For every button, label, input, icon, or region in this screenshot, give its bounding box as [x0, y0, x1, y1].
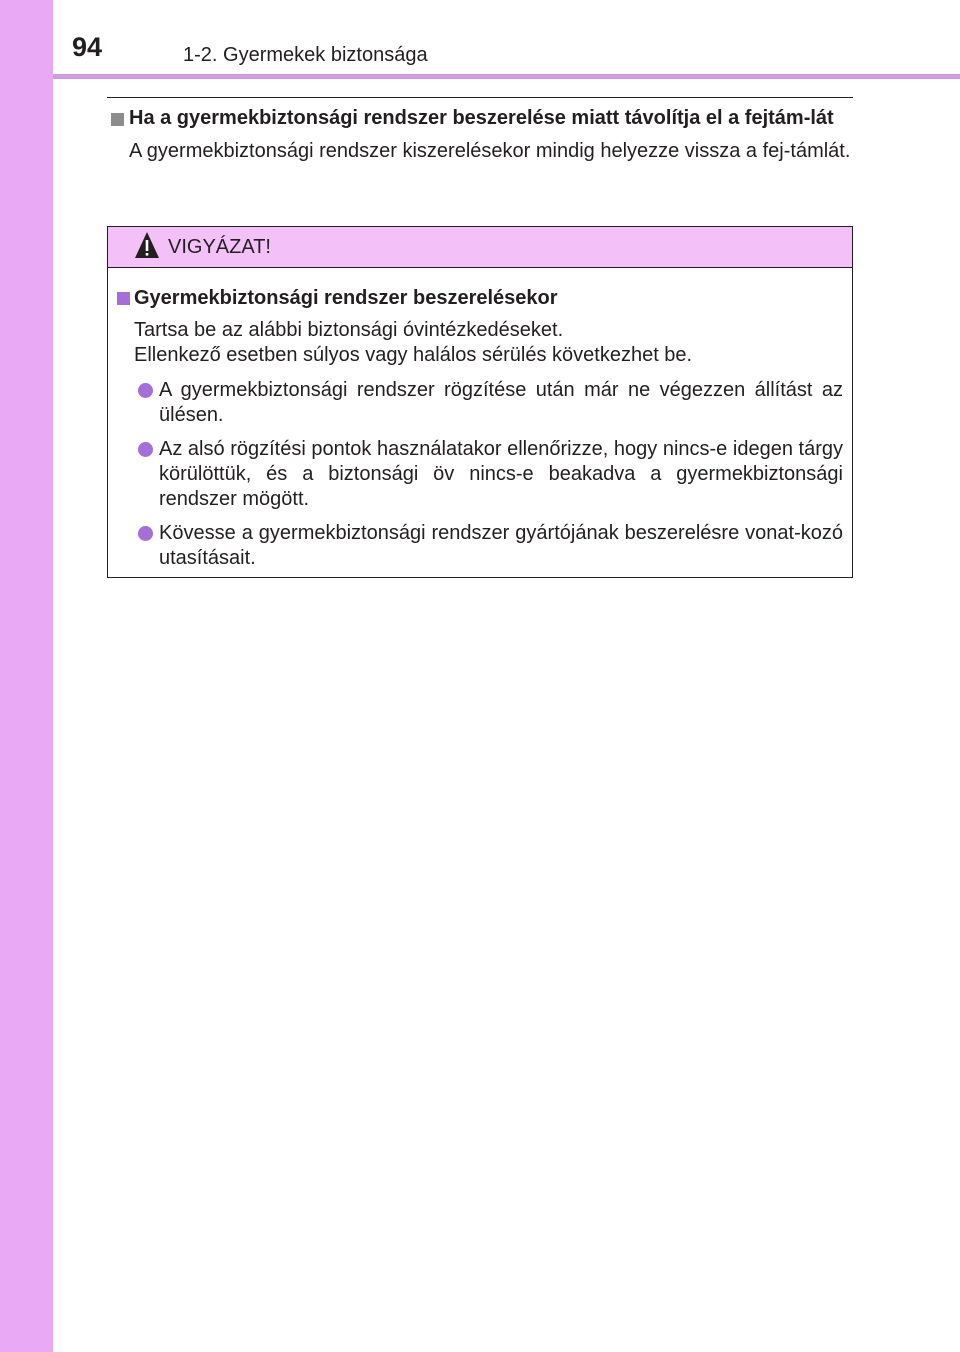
- warning-intro: [114, 318, 843, 368]
- list-item: [114, 521, 843, 571]
- warning-content: [108, 268, 852, 571]
- list-item: [114, 437, 843, 512]
- square-bullet-icon: [111, 113, 124, 126]
- square-bullet-icon: [117, 292, 130, 305]
- side-color-strip: [0, 0, 53, 1352]
- list-item-text: Kövesse a gyermekbiztonsági rendszer gyártójának beszerelésre vonat-kozó utasításait.: [159, 522, 843, 569]
- warning-box: [107, 226, 853, 578]
- warning-title: VIGYÁZAT!: [168, 236, 271, 258]
- section-heading: [107, 106, 853, 131]
- warning-intro-line: Tartsa be az alábbi biztonsági óvintézkedéseket.: [134, 319, 564, 341]
- round-bullet-icon: [138, 526, 153, 541]
- warning-header: [108, 227, 852, 268]
- section-headrest-removal: [107, 106, 853, 164]
- round-bullet-icon: [138, 442, 153, 457]
- list-item: [114, 378, 843, 428]
- warning-subheading: [114, 286, 843, 311]
- section-heading-text: Ha a gyermekbiztonsági rendszer beszerelése miatt távolítja el a fejtám-lát: [129, 107, 834, 129]
- chapter-title: 1-2. Gyermekek biztonsága: [183, 44, 428, 66]
- list-item-text: Az alsó rögzítési pontok használatakor ellenőrizze, hogy nincs-e idegen tárgy körülöttük, és a biztonsági öv nincs-e beakadva a gyermekbiztonsági rendszer mögött.: [159, 438, 843, 510]
- warning-bullet-list: [114, 378, 843, 571]
- header-rule: [53, 74, 960, 79]
- round-bullet-icon: [138, 383, 153, 398]
- section-body: A gyermekbiztonsági rendszer kiszerelésekor mindig helyezze vissza a fej-támlát.: [129, 140, 851, 162]
- list-item-text: A gyermekbiztonsági rendszer rögzítése után már ne végezzen állítást az ülésen.: [159, 379, 843, 426]
- page-number: 94: [72, 32, 103, 62]
- warning-intro-line: Ellenkező esetben súlyos vagy halálos sérülés következhet be.: [134, 344, 693, 366]
- warning-subheading-text: Gyermekbiztonsági rendszer beszerelésekor: [134, 287, 558, 309]
- warning-triangle-icon: [134, 231, 160, 259]
- section-rule: [107, 97, 853, 98]
